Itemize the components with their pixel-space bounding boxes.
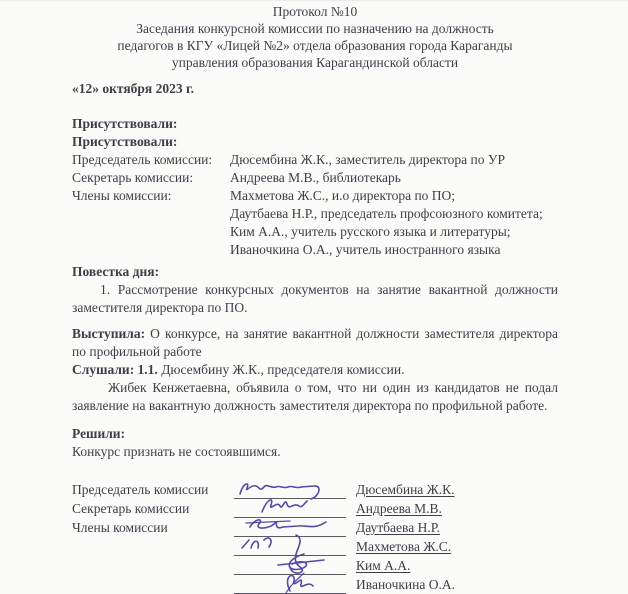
attendee-person: Ким А.А., учитель русского языка и литературы; [230,224,511,239]
doc-subtitle-line: управления образования Карагандинской области [171,55,459,70]
signatures-section [72,479,558,593]
decision-section [72,425,558,461]
attendee-row [72,241,558,259]
attendee-role [72,223,230,241]
vystupila-text: О конкурсе, на занятие вакантной должности заместителя директора по профильной работе [72,326,558,359]
doc-subtitle-line: Заседания конкурсной комиссии по назначению на должность [136,21,494,36]
signature-name: Махметова Ж.С. [356,539,452,554]
signature-role: Члены комиссии [72,520,168,535]
slushali-text: Дюсембину Ж.К., председателя комиссии. [157,362,405,377]
vystupila-paragraph [72,325,558,361]
doc-subtitle-line: педагогов в КГУ «Лицей №2» отдела образования города Караганды [117,38,513,53]
vystupila-label: Выступила: [72,326,146,341]
decision-text: Конкурс признать не состоявшимся. [72,444,281,459]
signature-name: Иваночкина О.А. [356,577,455,592]
attendee-role: Члены комиссии: [72,188,172,203]
attendees-section [72,115,558,259]
agenda-heading: Повестка дня: [72,264,160,279]
signature-row [72,574,558,593]
doc-title: Протокол №10 [272,4,358,19]
attendee-row [72,187,558,205]
date-line: «12» октября 2023 г. [72,81,194,96]
signature-role: Председатель комиссии [72,482,209,497]
signature-name: Андреева М.В. [356,501,442,516]
attendee-role [72,241,230,259]
attendee-row [72,223,558,241]
signature-name: Даутбаева Н.Р. [356,520,440,535]
document-header [52,3,578,71]
attendee-role: Председатель комиссии: [72,152,213,167]
agenda-item: 1. Рассмотрение конкурсных документов на занятие вакантной должности заместителя директора по ПО. [72,282,558,315]
signature-role: Секретарь комиссии [72,501,190,516]
signature-name: Ким А.А. [356,558,411,573]
attendee-person: Дюсембина Ж.К., заместитель директора по УР [230,152,505,167]
attendee-person: Иваночкина О.А., учитель иностранного языка [230,242,501,257]
signature-icon [234,571,346,594]
attendees-list [72,151,558,259]
attendee-row [72,151,558,169]
signature-line [234,574,346,594]
attendee-role: Секретарь комиссии: [72,170,194,185]
attendee-row [72,205,558,223]
attendee-role [72,205,230,223]
attendee-row [72,169,558,187]
attendee-person: Даутбаева Н.Р., председатель профсоюзного комитета; [230,206,543,221]
attendee-person: Махметова Ж.С., и.о директора по ПО; [230,188,456,203]
signature-name: Дюсембина Ж.К. [356,482,455,497]
statement-paragraph: Жибек Кенжетаевна, объявила о том, что ни один из кандидатов не подал заявление на вакантную должность заместителя директора по профильной работе. [72,380,558,413]
slushali-paragraph [72,361,558,379]
attendees-heading: Присутствовали: [72,116,178,131]
slushali-label: Слушали: 1.1. [72,362,158,377]
attendee-person: Андреева М.В., библиотекарь [230,170,401,185]
speech-section [72,325,558,415]
attendees-heading-repeat: Присутствовали: [72,134,178,149]
decision-heading: Решили: [72,426,126,441]
agenda-section [72,263,558,317]
